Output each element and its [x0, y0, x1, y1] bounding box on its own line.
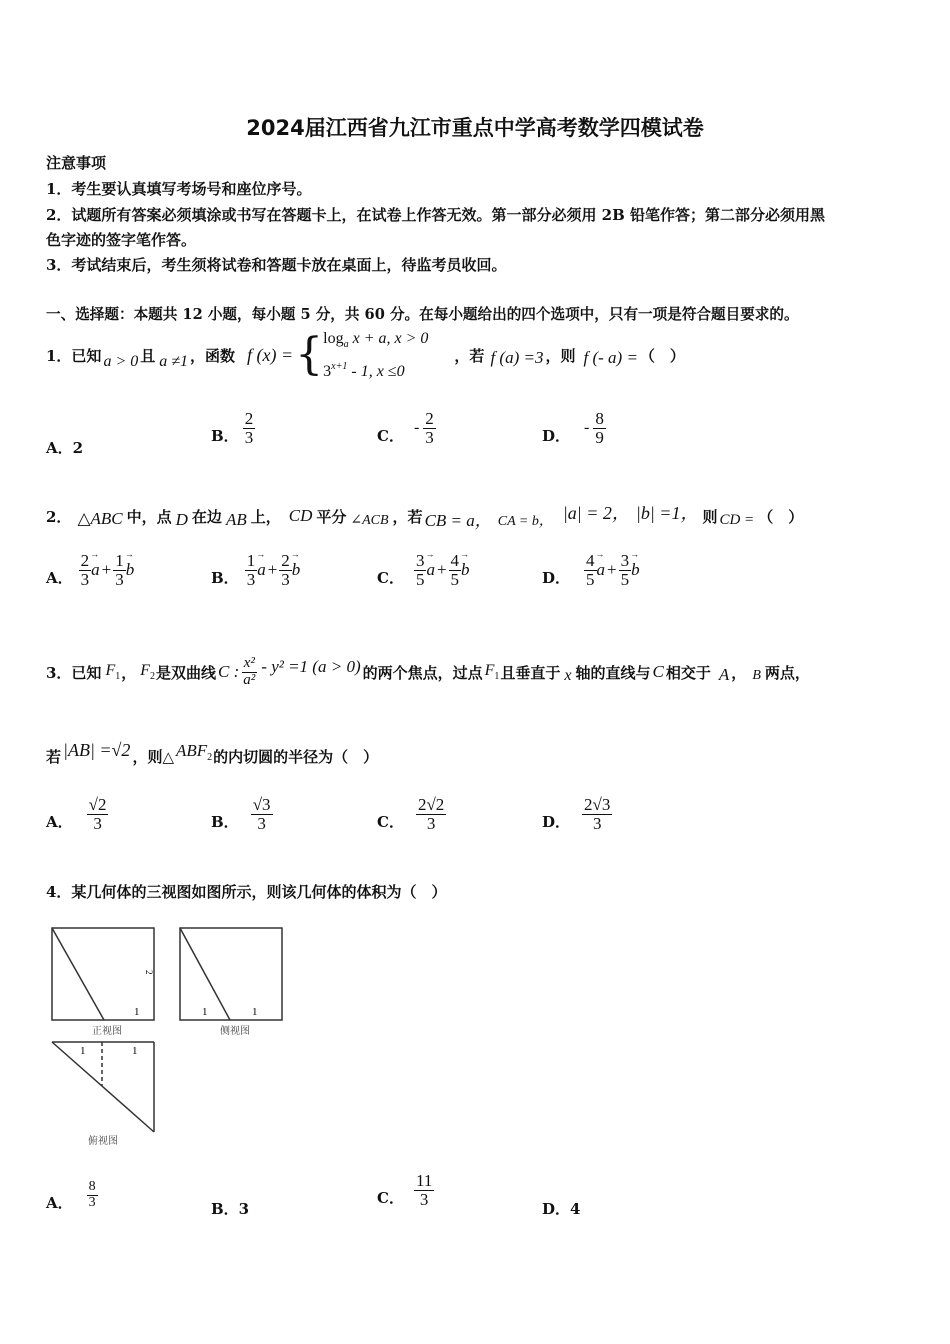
side-view-label-1b: 1 — [252, 1006, 258, 1018]
q2-option-a[interactable]: A． $\frac{2}{3}$ → a + $\frac{1}{3}$ → b — [46, 552, 134, 589]
notice-line-2b: 色字迹的签字笔作答。 — [46, 231, 197, 249]
side-view-caption: 侧视图 — [220, 1026, 250, 1037]
question-2: 2． △ABC 中，点 D 在边 AB 上， CD 平分 ∠ACB ，若 CB = a， CA = b， |a| = 2， |b| =1， 则 CD = （ ） — [46, 503, 804, 530]
side-view — [180, 928, 282, 1020]
q1-option-d[interactable]: D． - $\frac{8}{9}$ — [542, 409, 604, 447]
question-1 — [46, 329, 685, 380]
front-view-label-2: 2 — [144, 970, 154, 975]
q4-option-d[interactable]: D．4 — [542, 1200, 581, 1218]
notice-heading: 注意事项 — [46, 154, 107, 172]
brace-icon: { — [295, 329, 324, 380]
top-view — [52, 1042, 154, 1132]
q1-cond-2: a ≠1 — [159, 353, 189, 370]
q1-cond-3: f (a) =3 — [490, 348, 544, 367]
notice-line-1: 1．考生要认真填写考场号和座位序号。 — [46, 180, 312, 198]
q1-word-4: ，则 — [545, 346, 576, 365]
q3-option-c[interactable]: C． $\frac{2√2}{3}$ — [377, 795, 445, 833]
q1-option-b[interactable]: B． $\frac{2}{3}$ — [211, 409, 254, 447]
front-view-diagonal — [52, 928, 104, 1020]
notice-line-3: 3．考试结束后，考生须将试卷和答题卡放在桌面上，待监考员收回。 — [46, 256, 507, 274]
q2-option-b[interactable]: B． $\frac{1}{3}$ → a + $\frac{2}{3}$ → b — [211, 552, 300, 589]
question-3-line-2: 若 |AB| =√2 ，则△ $ABF_2$ 的内切圆的半径为（ ） — [46, 739, 379, 766]
q4-option-c[interactable]: C． $\frac{11}{3}$ — [377, 1171, 433, 1209]
q1-lead: 1．已知 — [46, 346, 102, 365]
section-heading: 一、选择题：本题共 12 小题，每小题 5 分，共 60 分。在每小题给出的四个选项中，只有一项是符合题目要求的。 — [46, 306, 799, 323]
front-view-caption: 正视图 — [92, 1026, 122, 1037]
q1-word-3: ，若 — [454, 346, 485, 365]
q1-cond-1: a > 0 — [103, 353, 139, 370]
q1-cases: $\log_a x + a$, x > 0 $3^{x+1} - 1$, x ≤0 — [323, 329, 429, 380]
q3-option-b[interactable]: B． $\frac{√3}{3}$ — [211, 795, 271, 833]
q1-option-c[interactable]: C． - $\frac{2}{3}$ — [377, 409, 434, 447]
q1-option-a[interactable]: A．2 — [46, 439, 84, 457]
q1-paren: （ ） — [639, 346, 685, 365]
q1-word-1: 且 — [140, 346, 156, 365]
q3-option-d[interactable]: D． $\frac{2√3}{3}$ — [542, 795, 611, 833]
top-view-label-1b: 1 — [132, 1045, 138, 1057]
q2-option-c[interactable]: C． $\frac{3}{5}$ → a + $\frac{4}{5}$ → b — [377, 552, 470, 589]
side-view-frame — [180, 928, 282, 1020]
q4-option-a[interactable]: A． $\frac{8}{3}$ — [46, 1179, 96, 1212]
question-4: 4．某几何体的三视图如图所示，则该几何体的体积为（ ） — [46, 883, 447, 901]
page-title: 2024届江西省九江市重点中学高考数学四模试卷 — [246, 116, 704, 140]
front-view-label-1: 1 — [134, 1006, 140, 1018]
q1-query: f (- a) = — [583, 348, 638, 367]
q3-option-a[interactable]: A． $\frac{√2}{3}$ — [46, 795, 107, 833]
top-view-label-1a: 1 — [80, 1045, 86, 1057]
question-3: 3．已知 $F_1$ ， $F_2$ 是双曲线 C : $\frac{\text{x²}}{\text{a²}}$ - y² =1 (a > 0) 的两个焦点，过点 $F_1$ 且垂直于 x 轴的直线与 C 相交于 A ， B 两点， — [46, 654, 810, 688]
side-view-label-1a: 1 — [202, 1006, 208, 1018]
top-view-caption: 俯视图 — [88, 1136, 118, 1147]
q2-option-d[interactable]: D． $\frac{4}{5}$ → a + $\frac{3}{5}$ → b — [542, 552, 640, 589]
q1-function: f (x) = — [247, 344, 294, 365]
q4-option-b[interactable]: B．3 — [211, 1200, 250, 1218]
three-view-figure — [40, 918, 300, 1150]
q1-word-2: ，函数 — [190, 346, 236, 365]
notice-line-2a: 2．试题所有答案必须填涂或书写在答题卡上，在试卷上作答无效。第一部分必须用 2B 铅笔作答；第二部分必须用黑 — [46, 206, 826, 224]
